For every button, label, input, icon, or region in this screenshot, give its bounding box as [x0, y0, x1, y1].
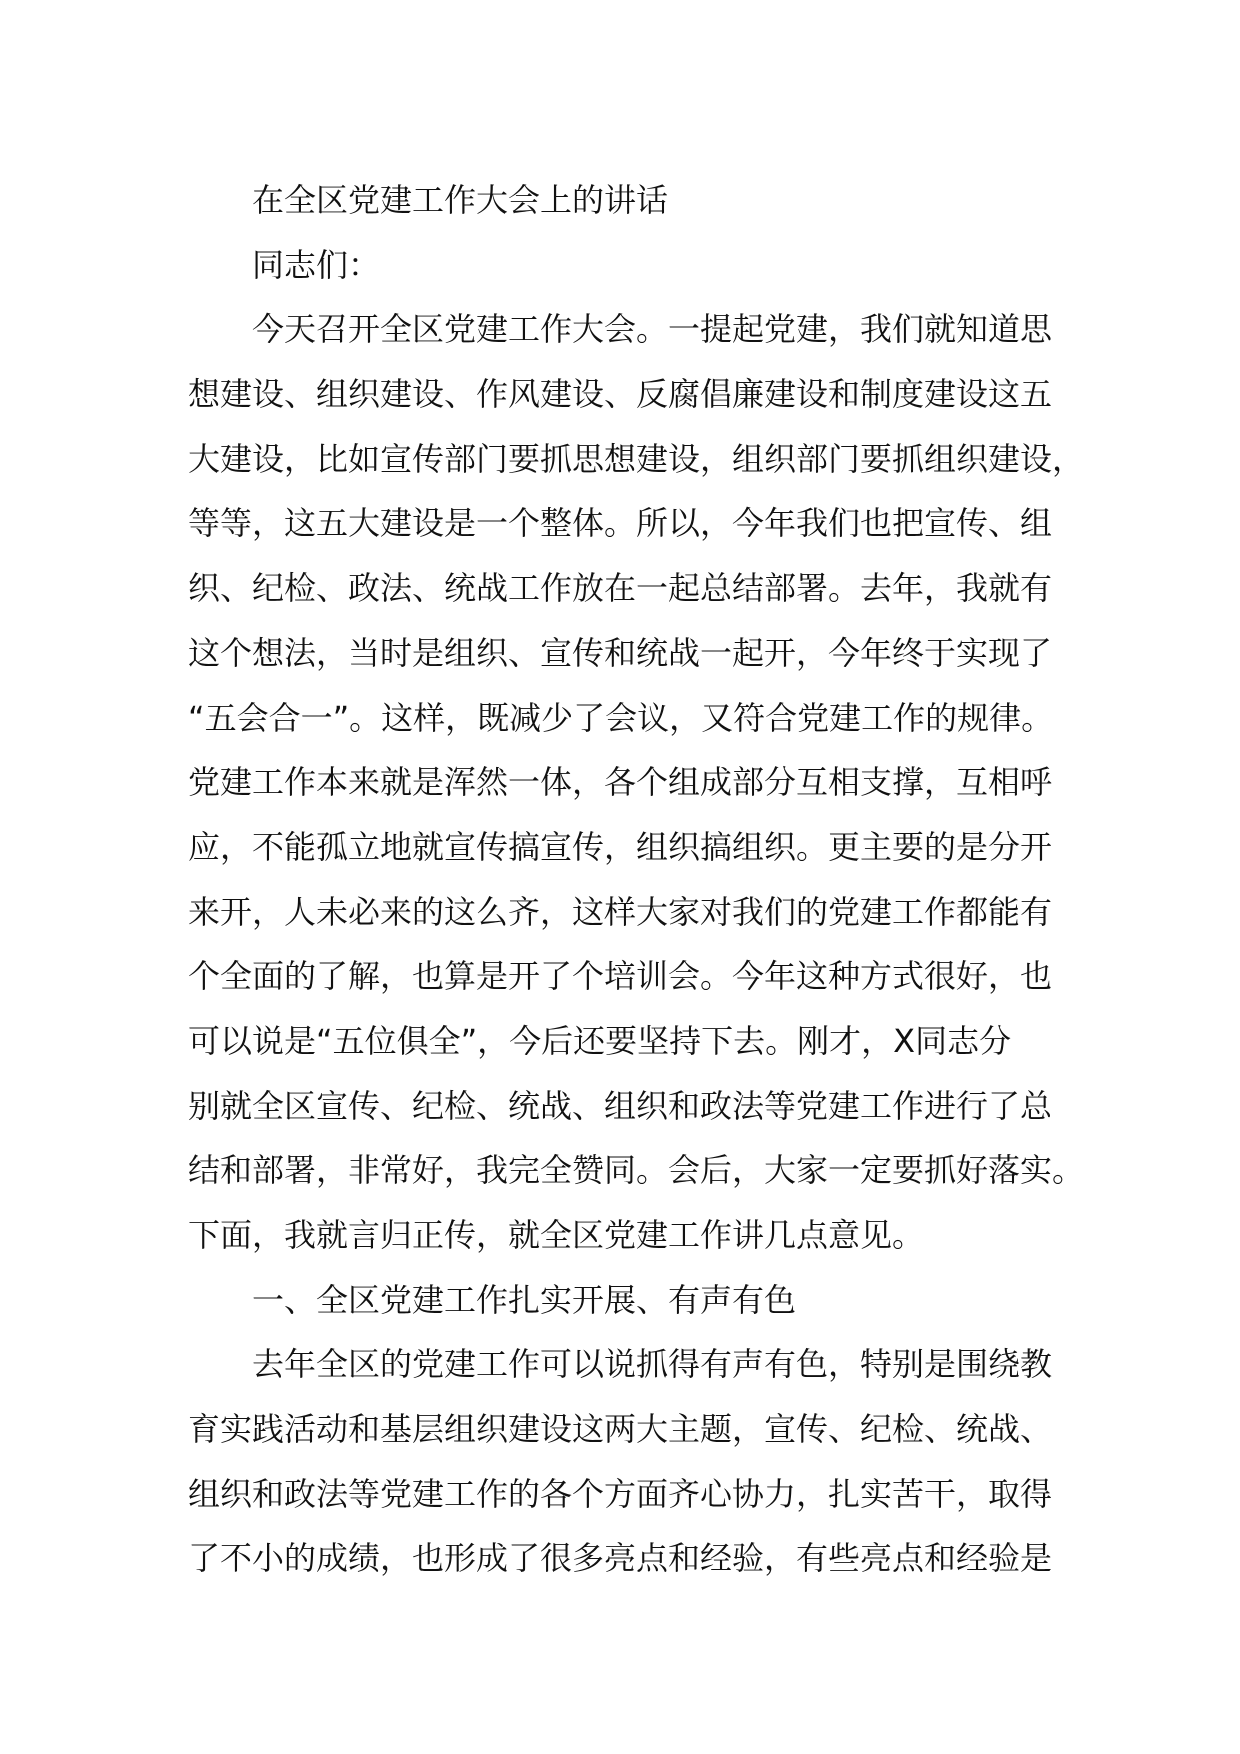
paragraph-line: 别就全区宣传、纪检、统战、组织和政法等党建工作进行了总	[188, 1086, 1053, 1125]
paragraph-line: 去年全区的党建工作可以说抓得有声有色，特别是围绕教	[252, 1345, 1053, 1384]
paragraph-line: 织、纪检、政法、统战工作放在一起总结部署。去年，我就有	[188, 569, 1053, 608]
paragraph-line: 等等，这五大建设是一个整体。所以，今年我们也把宣传、组	[188, 504, 1053, 543]
paragraph-line: 想建设、组织建设、作风建设、反腐倡廉建设和制度建设这五	[188, 375, 1053, 414]
paragraph-line: 结和部署，非常好，我完全赞同。会后，大家一定要抓好落实。	[188, 1151, 1085, 1190]
paragraph-line: 来开，人未必来的这么齐，这样大家对我们的党建工作都能有	[188, 892, 1053, 931]
paragraph-line: 今天召开全区党建工作大会。一提起党建，我们就知道思	[252, 310, 1053, 349]
paragraph-line: 应，不能孤立地就宣传搞宣传，组织搞组织。更主要的是分开	[188, 827, 1053, 866]
paragraph-line: 这个想法，当时是组织、宣传和统战一起开，今年终于实现了	[188, 633, 1053, 672]
paragraph-line: 组织和政法等党建工作的各个方面齐心协力，扎实苦干，取得	[188, 1474, 1053, 1513]
paragraph-2	[188, 1332, 1088, 1591]
paragraph-line: 了不小的成绩，也形成了很多亮点和经验，有些亮点和经验是	[188, 1539, 1053, 1578]
section-heading: 一、全区党建工作扎实开展、有声有色	[252, 1280, 797, 1319]
paragraph-line: 党建工作本来就是浑然一体，各个组成部分互相支撑，互相呼	[188, 763, 1053, 802]
paragraph-line: 育实践活动和基层组织建设这两大主题，宣传、纪检、统战、	[188, 1410, 1053, 1449]
salutation: 同志们：	[252, 245, 381, 284]
paragraph-line: 可以说是“五位俱全”，今后还要坚持下去。刚才，X同志分	[188, 1021, 1012, 1060]
paragraph-line: 下面，我就言归正传，就全区党建工作讲几点意见。	[188, 1216, 925, 1254]
paragraph-1	[188, 297, 1088, 1267]
document-title: 在全区党建工作大会上的讲话	[252, 181, 669, 219]
document-body	[188, 168, 1088, 1591]
paragraph-line: “五会合一”。这样，既减少了会议，又符合党建工作的规律。	[188, 698, 1054, 737]
paragraph-line: 大建设，比如宣传部门要抓思想建设，组织部门要抓组织建设，	[188, 439, 1085, 478]
paragraph-line: 个全面的了解，也算是开了个培训会。今年这种方式很好，也	[188, 957, 1053, 996]
